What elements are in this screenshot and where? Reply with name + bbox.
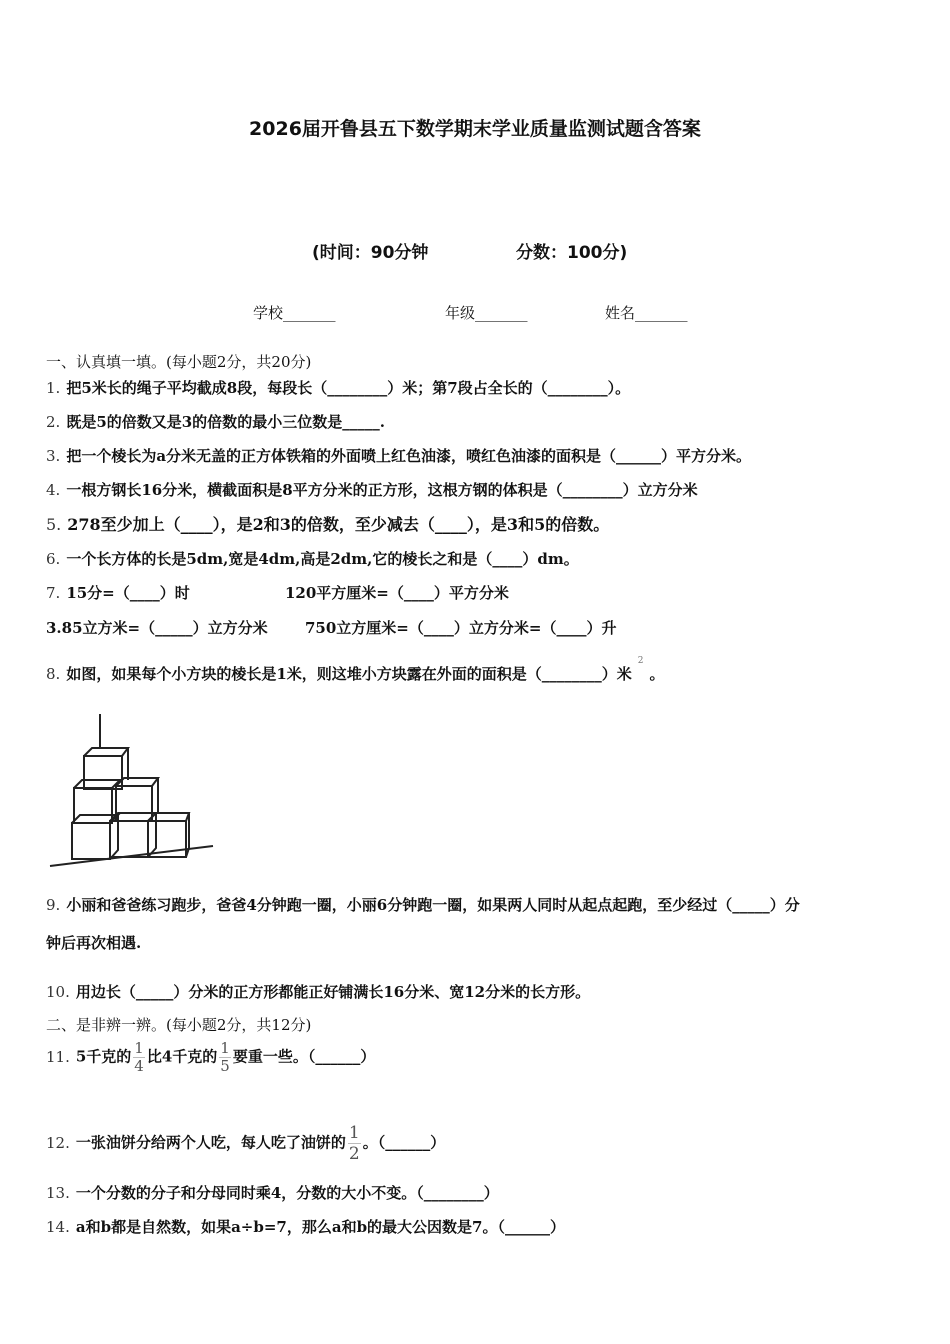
question-1 bbox=[46, 377, 630, 398]
question-number: 14. bbox=[46, 1218, 70, 1236]
fraction-1-5 bbox=[219, 1040, 231, 1075]
question-text: 一根方钢长16分米，横截面积是8平方分米的正方形，这根方钢的体积是（________）立方分米 bbox=[66, 481, 698, 499]
question-8 bbox=[46, 656, 665, 684]
question-text: 278至少加上（____），是2和3的倍数，至少减去（____），是3和5的倍数。 bbox=[67, 515, 610, 534]
fraction-1-2 bbox=[348, 1123, 361, 1164]
question-text: 小丽和爸爸练习跑步，爸爸4分钟跑一圈，小丽6分钟跑一圈，如果两人同时从起点起跑，至少经过（_____）分 bbox=[66, 896, 800, 914]
cube-top bbox=[84, 748, 128, 789]
question-number: 10. bbox=[46, 983, 70, 1001]
school-field: 学校_______ bbox=[253, 304, 336, 322]
question-text: 5千克的 bbox=[75, 1047, 132, 1066]
question-text: 一张油饼分给两个人吃，每人吃了油饼的 bbox=[75, 1133, 346, 1152]
question-number: 12. bbox=[46, 1133, 70, 1152]
question-5 bbox=[46, 512, 609, 535]
question-number: 11. bbox=[46, 1047, 70, 1066]
denominator: 2 bbox=[348, 1144, 360, 1164]
question-text: 一个分数的分子和分母同时乘4，分数的大小不变。（________） bbox=[75, 1184, 499, 1202]
question-text: 。（______） bbox=[362, 1133, 446, 1152]
denominator: 5 bbox=[220, 1057, 230, 1075]
question-11 bbox=[46, 1040, 375, 1075]
exam-score: 分数：100分) bbox=[516, 243, 628, 263]
numerator: 1 bbox=[220, 1039, 230, 1057]
question-number: 13. bbox=[46, 1184, 70, 1202]
question-text: 如图，如果每个小方块的棱长是1米，则这堆小方块露在外面的面积是（________）米 bbox=[66, 665, 632, 683]
question-4 bbox=[46, 479, 698, 500]
question-14 bbox=[46, 1216, 565, 1237]
question-number: 9. bbox=[46, 896, 61, 914]
question-6 bbox=[46, 548, 579, 569]
question-7b: 120平方厘米=（____）平方分米 bbox=[285, 584, 509, 602]
question-text: 用边长（_____）分米的正方形都能正好铺满长16分米、宽12分米的长方形。 bbox=[75, 983, 591, 1001]
question-12 bbox=[46, 1123, 445, 1164]
superscript: 2 bbox=[637, 656, 644, 666]
question-number: 1. bbox=[46, 379, 61, 397]
question-10 bbox=[46, 981, 590, 1002]
name-field: 姓名_______ bbox=[605, 304, 688, 322]
denominator: 4 bbox=[134, 1057, 144, 1075]
question-13 bbox=[46, 1182, 499, 1203]
question-number: 8. bbox=[46, 665, 61, 683]
question-9-cont: 钟后再次相遇. bbox=[46, 934, 142, 952]
fraction-1-4 bbox=[133, 1040, 145, 1075]
page-title: 2026届开鲁县五下数学期末学业质量监测试题含答案 bbox=[249, 118, 701, 140]
question-text: 既是5的倍数又是3的倍数的最小三位数是_____. bbox=[66, 413, 385, 431]
grade-field: 年级_______ bbox=[445, 304, 528, 322]
question-number: 7. bbox=[46, 584, 61, 602]
section-1-heading: 一、认真填一填。(每小题2分，共20分) bbox=[46, 353, 312, 371]
question-text: 15分=（____）时 bbox=[66, 584, 190, 602]
question-text: 一个长方体的长是5dm,宽是4dm,高是2dm,它的棱长之和是（____）dm。 bbox=[66, 550, 579, 568]
question-number: 3. bbox=[46, 447, 61, 465]
question-3 bbox=[46, 445, 751, 466]
question-text: 把一个棱长为a分米无盖的正方体铁箱的外面喷上红色油漆，喷红色油漆的面积是（______）平方分米。 bbox=[66, 447, 752, 465]
question-2 bbox=[46, 411, 385, 432]
period: 。 bbox=[649, 665, 665, 683]
question-number: 2. bbox=[46, 413, 61, 431]
cube-stack-figure bbox=[0, 700, 230, 880]
question-text: a和b都是自然数，如果a÷b=7，那么a和b的最大公因数是7。（______） bbox=[75, 1218, 565, 1236]
exam-time: (时间：90分钟 bbox=[312, 243, 429, 263]
question-7c: 3.85立方米=（_____）立方分米 bbox=[46, 619, 268, 637]
question-number: 6. bbox=[46, 550, 61, 568]
question-7 bbox=[46, 582, 190, 603]
question-7d: 750立方厘米=（____）立方分米=（____）升 bbox=[305, 619, 617, 637]
question-9 bbox=[46, 894, 800, 915]
numerator: 1 bbox=[134, 1039, 144, 1057]
question-text: 把5米长的绳子平均截成8段，每段长（________）米；第7段占全长的（________）。 bbox=[66, 379, 631, 397]
numerator: 1 bbox=[348, 1123, 360, 1143]
question-number: 5. bbox=[46, 515, 62, 534]
question-text: 要重一些。（______） bbox=[232, 1047, 376, 1066]
section-2-heading: 二、是非辨一辨。(每小题2分，共12分) bbox=[46, 1016, 312, 1034]
question-number: 4. bbox=[46, 481, 61, 499]
question-text: 比4千克的 bbox=[146, 1047, 218, 1066]
